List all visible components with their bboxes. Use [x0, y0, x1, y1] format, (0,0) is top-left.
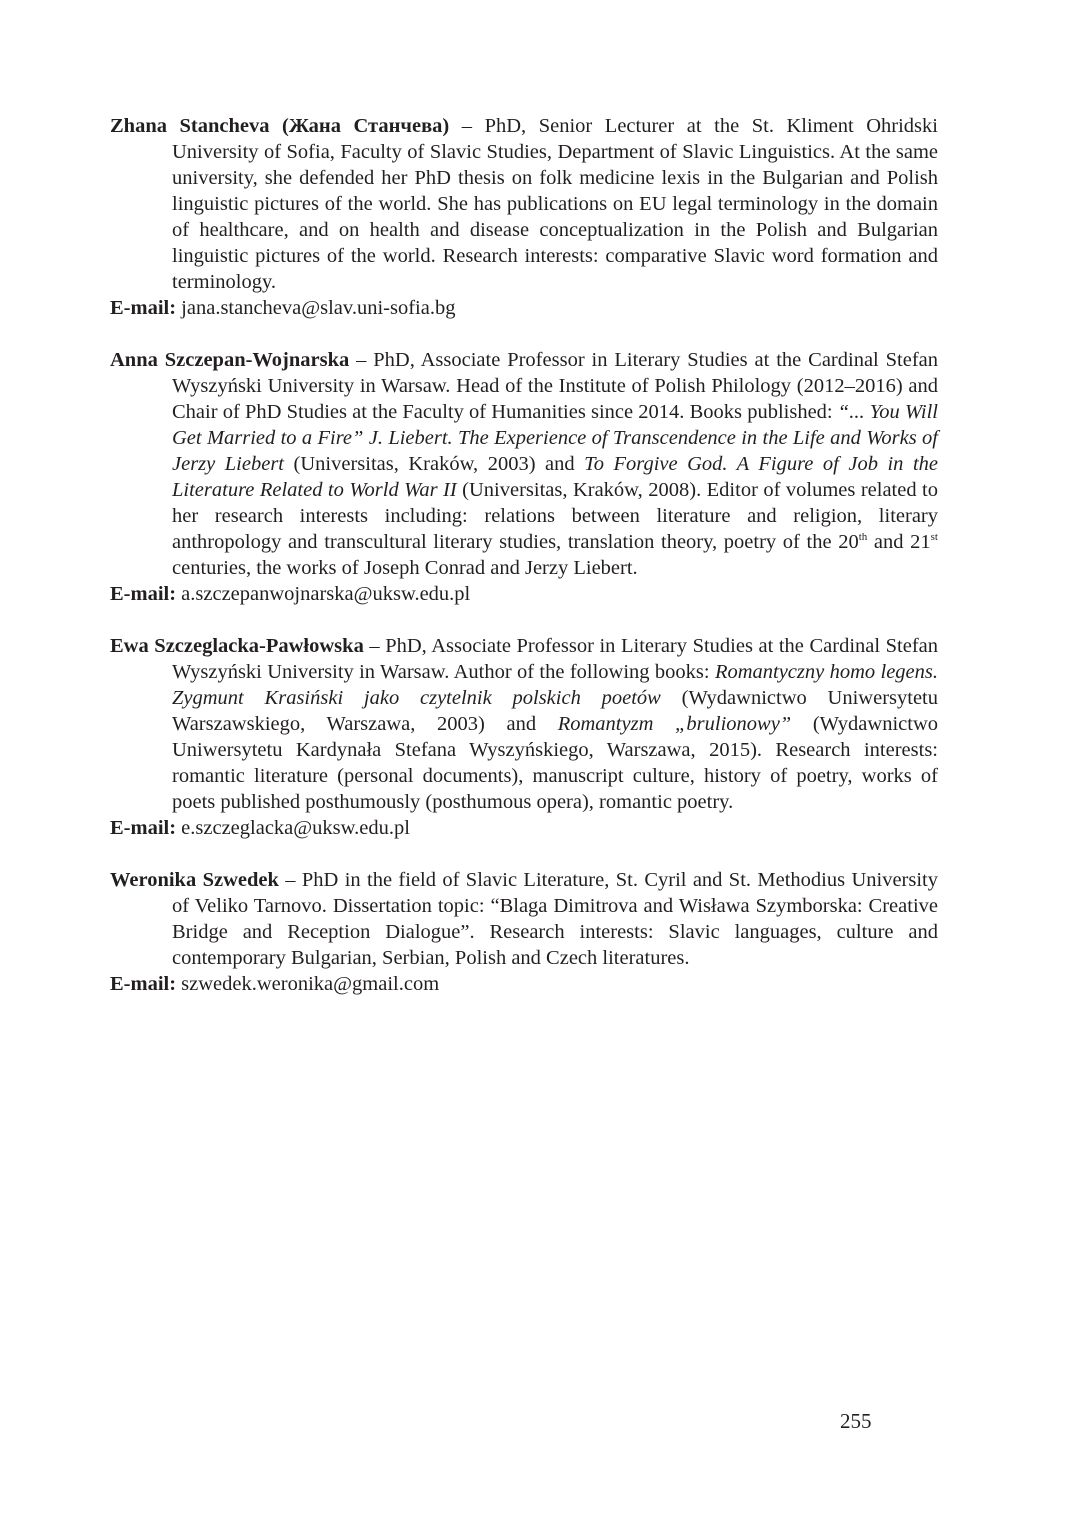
- contributor-name: Ewa Szczeglacka-Pawłowska: [110, 635, 364, 657]
- email-address[interactable]: e.szczeglacka@uksw.edu.pl: [181, 817, 410, 839]
- contributor-bio: [110, 867, 938, 971]
- page-number: 255: [840, 1409, 872, 1433]
- bio-text: (Universitas, Kraków, 2008). Editor of volumes related to her research interests including: relations between literature and religion, literary anthropology and transcultural literary studies, translation theory, poetry of the 20: [172, 479, 938, 553]
- book-title: Romantyzm „brulionowy”: [557, 713, 792, 735]
- email-address[interactable]: szwedek.weronika@gmail.com: [181, 973, 440, 995]
- ordinal-suffix: st: [930, 531, 938, 544]
- bio-text: (Wydawnictwo Uniwersytetu Warszawskiego, Warszawa, 2003) and: [172, 687, 938, 735]
- book-title: To Forgive God. A Figure of Job in the Literature Related to World War II: [172, 453, 938, 501]
- email-label: E-mail:: [110, 817, 177, 839]
- contributor-name: Weronika Szwedek: [110, 869, 279, 891]
- email-label: E-mail:: [110, 297, 177, 319]
- contributor-bio: [110, 113, 938, 295]
- contributor-bio: [110, 633, 938, 815]
- email-address[interactable]: jana.stancheva@slav.uni-sofia.bg: [181, 297, 456, 319]
- bio-text: and 21: [867, 531, 931, 553]
- contributors-list: [110, 113, 938, 1023]
- email-line: [110, 971, 938, 997]
- bio-text: (Universitas, Kraków, 2003) and: [284, 453, 585, 475]
- bio-text: – PhD, Associate Professor in Literary Studies at the Cardinal Stefan Wyszyński University in Warsaw. Author of the following books:: [172, 635, 938, 683]
- contributor-entry: [110, 633, 938, 841]
- contributor-entry: [110, 347, 938, 607]
- email-address[interactable]: a.szczepanwojnarska@uksw.edu.pl: [181, 583, 471, 605]
- email-label: E-mail:: [110, 583, 177, 605]
- contributor-name: Zhana Stancheva (Жана Станчева): [110, 115, 450, 137]
- email-label: E-mail:: [110, 973, 177, 995]
- book-title: Romantyczny homo legens. Zygmunt Krasiński jako czytelnik polskich poetów: [172, 661, 938, 709]
- bio-text: – PhD, Senior Lecturer at the St. Kliment Ohridski University of Sofia, Faculty of Slavic Studies, Department of Slavic Linguistics. At the same university, she defended her PhD thesis on folk medicine lexis in the Bulgarian and Polish linguistic pictures of the world. She has publications on EU legal terminology in the domain of healthcare, and on health and disease conceptualization in the Polish and Bulgarian linguistic pictures of the world. Research interests: comparative Slavic word formation and terminology.: [172, 115, 938, 293]
- bio-text: – PhD, Associate Professor in Literary Studies at the Cardinal Stefan Wyszyński University in Warsaw. Head of the Institute of Polish Philology (2012–2016) and Chair of PhD Studies at the Faculty of Humanities since 2014. Books published:: [172, 349, 938, 423]
- email-line: [110, 581, 938, 607]
- contributor-bio: [110, 347, 938, 581]
- email-line: [110, 295, 938, 321]
- email-line: [110, 815, 938, 841]
- bio-text: (Wydawnictwo Uniwersytetu Kardynała Stefana Wyszyńskiego, Warszawa, 2015). Research interests: romantic literature (personal documents), manuscript culture, history of poetry, works of poets published posthumously (posthumous opera), romantic poetry.: [172, 713, 938, 813]
- ordinal-suffix: th: [858, 531, 868, 544]
- contributor-entry: [110, 113, 938, 321]
- book-title: “... You Will Get Married to a Fire” J. Liebert. The Experience of Transcendence in the Life and Works of Jerzy Liebert: [172, 401, 938, 475]
- bio-text: centuries, the works of Joseph Conrad and Jerzy Liebert.: [172, 557, 638, 579]
- contributor-name: Anna Szczepan-Wojnarska: [110, 349, 350, 371]
- bio-text: – PhD in the field of Slavic Literature, St. Cyril and St. Methodius University of Veliko Tarnovo. Dissertation topic: “Blaga Dimitrova and Wisława Szymborska: Creative Bridge and Reception Dialogue”. Research interests: Slavic languages, culture and contemporary Bulgarian, Serbian, Polish and Czech literatures.: [172, 869, 939, 969]
- contributor-entry: [110, 867, 938, 997]
